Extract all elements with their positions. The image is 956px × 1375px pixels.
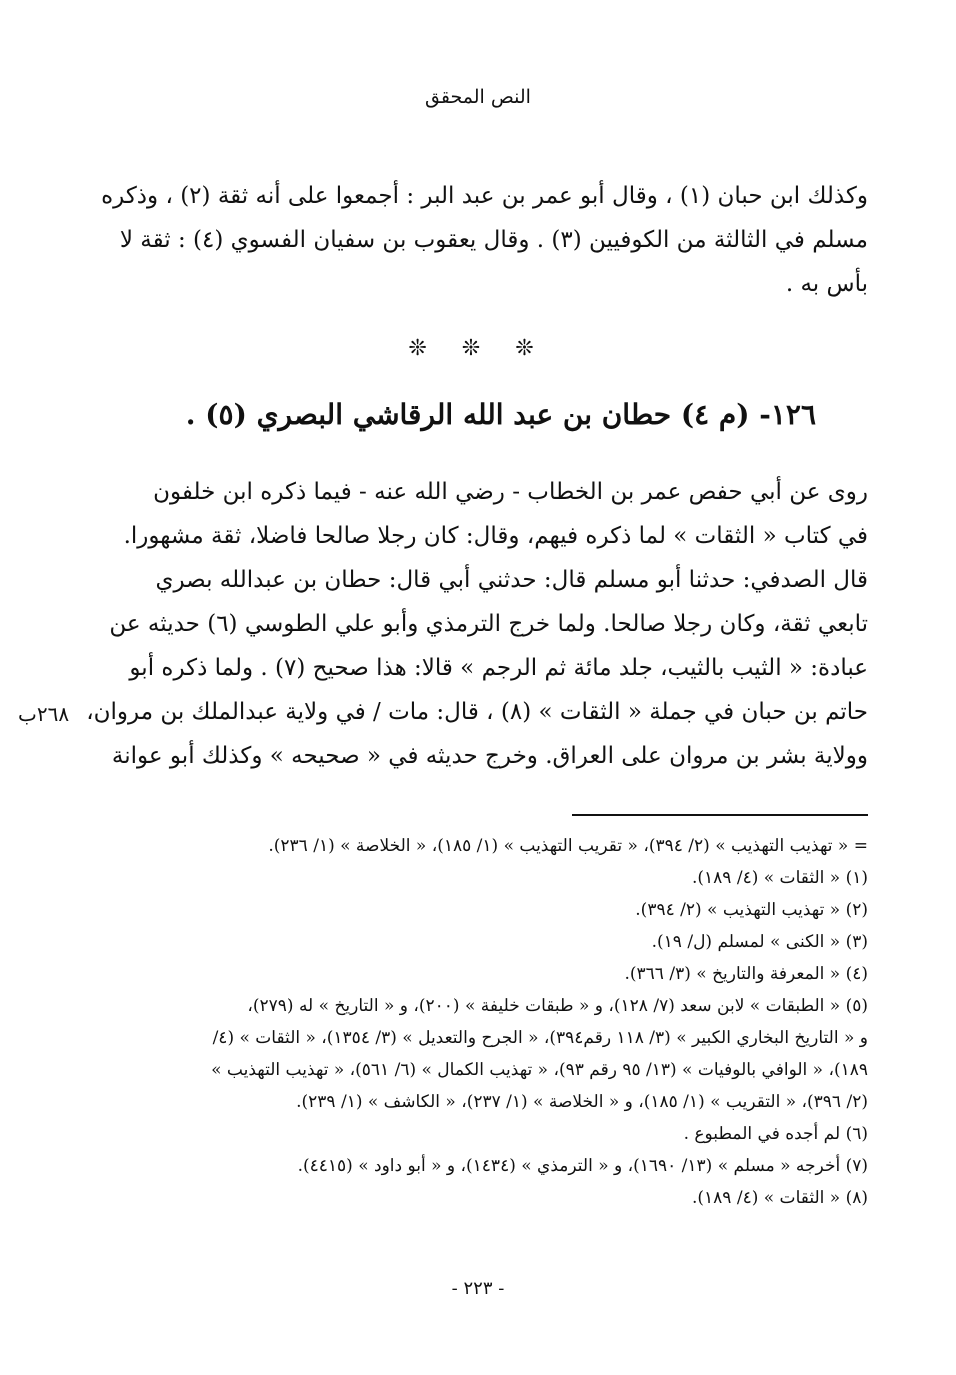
paragraph-1-line: بأس به .: [785, 271, 868, 297]
paragraph-2-line: قال الصدفي: حدثنا أبو مسلم قال: حدثني أبي قال: حطان بن عبدالله بصري: [155, 567, 868, 593]
footnote-line: (٢) « تهذيب التهذيب » (٢/ ٣٩٤).: [635, 900, 868, 920]
footnote-line: = « تهذيب التهذيب » (٢/ ٣٩٤)، « تقريب التهذيب » (١/ ١٨٥)، « الخلاصة » (١/ ٢٣٦).: [268, 836, 868, 856]
paragraph-2-line: حاتم بن حبان في جملة « الثقات » (٨) ، قال: مات / في ولاية عبدالملك بن مروان،: [86, 699, 868, 725]
footnote-line: ١٨٩)، « الوافي بالوفيات » (١٣/ ٩٥ رقم ٩٣)، « تهذيب الكمال » (٦/ ٥٦١)، « تهذيب التهذيب »: [211, 1060, 868, 1080]
footnote-divider: [572, 814, 868, 816]
entry-title: ١٢٦- (م ٤) حطان بن عبد الله الرقاشي البصري (٥) .: [185, 398, 816, 431]
paragraph-1-line: مسلم في الثالثة من الكوفيين (٣) . وقال يعقوب بن سفيان الفسوي (٤) : ثقة لا: [119, 227, 868, 253]
footnote-line: (٨) « الثقات » (٤/ ١٨٩).: [691, 1188, 868, 1208]
manuscript-folio-note: ٢٦٨ب: [18, 702, 70, 726]
footnote-line: (١) « الثقات » (٤/ ١٨٩).: [691, 868, 868, 888]
paragraph-2-line: روى عن أبي حفص عمر بن الخطاب - رضي الله عنه - فيما ذكره ابن خلفون: [153, 479, 868, 505]
footnote-line: و « التاريخ البخاري الكبير » (٣/ ١١٨ رقم٣٩٤)، « الجرح والتعديل » (٣/ ١٣٥٤)، « الثقات » (٤/: [212, 1028, 868, 1048]
section-separator: ❊ ❊ ❊: [408, 336, 548, 361]
footnote-line: (٤) « المعرفة والتاريخ » (٣/ ٣٦٦).: [624, 964, 868, 984]
footnote-line: (٥) « الطبقات » لابن سعد (٧/ ١٢٨)، و « طبقات خليفة » (٢٠٠)، و « التاريخ » له (٢٧٩)،: [247, 996, 868, 1016]
footnote-line: (٧) أخرجه « مسلم » (١٣/ ١٦٩٠)، و « الترمذي » (١٤٣٤)، و « أبو داود » (٤٤١٥).: [297, 1156, 868, 1176]
paragraph-2-line: عبادة: « الثيب بالثيب، جلد مائة ثم الرجم » قالا: هذا صحيح (٧) . ولما ذكره أبو: [129, 655, 868, 681]
paragraph-2-line: تابعي ثقة، وكان رجلا صالحا. ولما خرج الترمذي وأبو علي الطوسي (٦) حديثه عن: [109, 611, 868, 637]
paragraph-2: [84, 470, 868, 778]
footnote-line: (٢/ ٣٩٦)، « التقريب » (١/ ١٨٥)، و « الخلاصة » (١/ ٢٣٧)، « الكاشف » (١/ ٢٣٩).: [296, 1092, 868, 1112]
footnote-line: (٦) لم أجده في المطبوع .: [683, 1124, 868, 1144]
footnotes: [84, 830, 868, 1214]
paragraph-2-line: في كتاب « الثقات » لما ذكره فيهم، وقال: كان رجلا صالحا فاضلا، ثقة مشهورا.: [123, 523, 868, 549]
paragraph-2-line: وولاية بشر بن مروان على العراق. وخرج حديثه في « صحيحه » وكذلك أبو عوانة: [111, 743, 868, 769]
paragraph-1: [84, 174, 868, 306]
footnote-line: (٣) « الكنى » لمسلم (ل/ ١٩).: [651, 932, 868, 952]
paragraph-1-line: وكذلك ابن حبان (١) ، وقال أبو عمر بن عبد البر : أجمعوا على أنه ثقة (٢) ، وذكره: [101, 183, 868, 209]
page-number: - ٢٢٣ -: [451, 1278, 505, 1299]
running-head: النص المحقق: [425, 86, 531, 108]
